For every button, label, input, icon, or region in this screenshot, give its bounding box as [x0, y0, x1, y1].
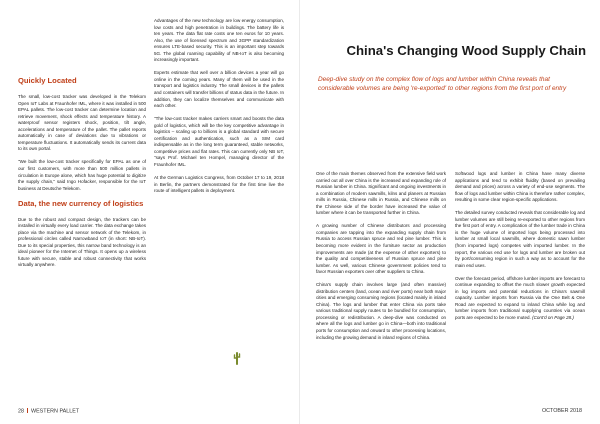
page-number: 28: [18, 408, 24, 415]
section-heading-data-currency: Data, the new currency of logistics: [18, 198, 144, 208]
paragraph: One of the main themes observed from the extensive field work carried out all over China is the increased and expanding role of Russian lumber in China. Significant and ongoing investments in a combination of modern sawmills, kilns and planers at Russian mills in Russia, Chinese mills in Russia, and Chinese mills on the Chinese side of the border have increased the value of lumber where it can be transported further in China.: [316, 171, 446, 216]
paragraph: "We built the low-cost tracker specifically for EPAL as one of our first customers, with more than 500 million pallets in circulation in Europe alone, which has huge potential to digitize the supply chain," said Ingo Hofacker, responsible for the IoT business at Deutsche Telekom.: [18, 159, 146, 191]
paragraph: A growing number of Chinese distributors and processing companies are tapping into the expanding supply chain from Russia to access Russian spruce and red pine lumber. This is becoming more evident in the furniture sector as production improvements are made (at the expense of other exporters) to the quality and competitiveness of Russian spruce and pine lumber. As well, various Chinese government policies tend to favor Russian exporters over other suppliers to China.: [316, 223, 446, 275]
issue-date: OCTOBER 2018: [541, 408, 582, 414]
section-heading-quickly-located: Quickly Located: [18, 76, 77, 85]
cactus-icon: [233, 351, 241, 365]
continued-note: (Cont'd on Page 28.): [532, 314, 574, 320]
page-footer-left: [18, 408, 79, 416]
paragraph: Experts estimate that well over a billion devices a year will go online in the coming years. Many of them will be used in the transport and logistics industry. The small devices in the pallets and containers will transfer billions of status data in the future. In addition, they can localize themselves and communicate with each other.: [154, 70, 284, 109]
footer-divider: [27, 408, 28, 413]
paragraph: "The low-cost tracker makes carriers smart and boosts the data gold of logistics, which will be the key competitive advantage in logistics – scaling up to billions is a global standard with secure certification and authentication, such as a SIM card indispensable as in the long term guaranteed, stable networks, competitive prices and flat rates. This can currently only NB IoT, "says Prof. Michael ten Hompel, managing director of the Fraunhofer IML.: [154, 116, 284, 167]
paragraph-text: Over the forecast period, offshore lumber imports are forecast to continue expanding to offset the much slower growth expected in log imports and potential reductions in China's sawmill capacity. Lumber imports from Russia via the One Belt & One Road are expected to expand to inland China while log and lumber imports from traditional supplying countries via ocean ports are expected to be more muted.: [455, 275, 585, 320]
paragraph: The small, low-cost tracker was developed in the Telekom Open IoT Labs at Fraunhofer IML, where it was installed in 500 EPAL pallets. The low-cost tracker can determine location and retrieve movement, shock effects and temperature history. A waterproof sensor registers shock, position, tilt angle, accelerations and temperature of the pallet. The pallet reports automatically in case of deviations due to vibrations or temperature fluctuations. It automatically sends its current data to its own portal.: [18, 94, 146, 152]
publication-name: WESTERN PALLET: [31, 408, 80, 415]
paragraph: Softwood logs and lumber in China have many diverse applications and tend to exhibit fluidity (based on prevailing demand and prices) across a variety of end-use segments. The flow of logs and lumber within China is therefore rather complex, resulting in some clear region-specific applications.: [455, 171, 585, 203]
paragraph: Due to the robust and compact design, the trackers can be installed in virtually every load carrier. The data exchange takes place via the machine and sensor network of the Telekom, in professional circles called Narrowband IoT (in short: NB-IoT). Due to its special properties, this narrow band technology is an ideal pioneer for the Internet of Things. It opens up a wireless future with secure, stable and robust connectivity that works virtually anywhere.: [18, 216, 146, 268]
paragraph: The detailed survey conducted reveals that considerable log and lumber volumes are still being re-exported to other regions from the first port of entry. A complication of the lumber trade in China is the huge volume of imported logs being processed into lumber at small local sawmills, where domestic sawn lumber (from imported logs) competes with imported lumber. In the report, the various end use for logs and lumber are broken out by port/consuming region in such a way as to account for the main end uses.: [455, 210, 585, 268]
right-column-1: [316, 171, 446, 341]
left-column-2: [154, 18, 284, 195]
article-standfirst: Deep-dive study on the complex flow of logs and lumber within China reveals that considerable volumes are being 're-exported' to other regions from the first port of entry: [318, 76, 567, 93]
paragraph: Advantages of the new technology are low energy consumption, low costs and high penetration in buildings. The battery life is ten years. The data flat rate costs one ten euros for 10 years. Also, the use of licensed spectrum and 3GPP standardization ensures LTE-based security. This is an important step towards 5G. The global roaming capability of NB-IoT is also becoming increasingly important.: [154, 18, 284, 63]
article-title: China's Changing Wood Supply Chain: [346, 43, 586, 58]
paragraph: China's supply chain involves large (and often massive) distribution centers (land, ocean and river ports) near both major cities and emerging consuming regions (located mainly in inland China). The logs and lumber that enter China via ports take various traditional supply routes to be bundled for consumption, processing or redistribution. A deep-dive was conducted on where all the logs and lumber go in China—both into traditional ports for consumption and onward to other processing locations, including the growing demand in inland regions of China.: [316, 282, 446, 340]
right-column-2: [455, 171, 585, 321]
paragraph: [455, 276, 585, 322]
left-column-1: [18, 76, 146, 269]
paragraph: At the German Logistics Congress, from October 17 to 19, 2018 in Berlin, the partners demonstrated for the first time live the route of intelligent pallets in deployment.: [154, 174, 284, 194]
